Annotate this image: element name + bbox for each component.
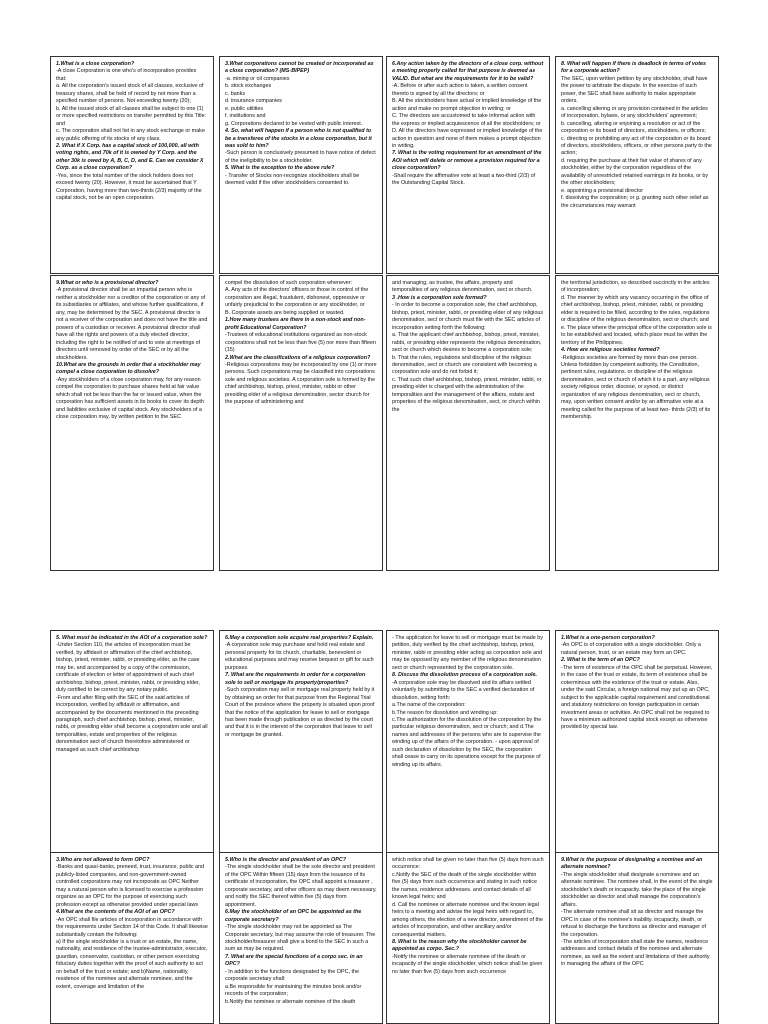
card-educational-religious [219, 275, 383, 571]
question-heading: 5. What must be indicated in the AOI of a corporation sole? [56, 635, 208, 641]
question-heading: 4.What are the contents of the AOI of an OPC? [56, 909, 175, 916]
question-heading: 8. Discuss the dissolution process of a corporation sole. [392, 672, 537, 679]
answer-text: the territorial jurisdiction, so described succinctly in the articles of incorporation; d. The manner by which any vacancy occurring in the office of chief archbishop, bishop, priest, minister, rabbi, or presiding elder is required to be filled, according to the rules, regulations or discipline of the religious denomination, sect or church; and e. The place where the principal office of the corporation sole is to be established and located, which place must be within the territory of the Philippines. [561, 280, 712, 346]
answer-text: -A provisional director shall be an impartial person who is neither a stockholder nor a creditor of the corporation or any of its subsidiaries or affiliates, and whose further qualifications, if any, may be determined by the SEC. A provisional director is not a receiver of the corporation and does not have the title and powers of a custodian or receiver. A provisional director shall have all the rights and powers of a duly elected director, including the right to be notified of and to vote at meetings of directors until removed by order of the SEC or by all the stockholders. [56, 287, 209, 361]
answer-text: - In order to become a corporation sole, the chief archbishop, bishop, priest, minister, rabbi, or presiding elder of any religious denomination, sect or church must file with the SEC articles of incorporation setting forth the following: a. That the applicant chief archbishop, bishop, priest, minister, rabbi, or presiding elder represents the religious denomination, sect or church which desires to become a corporation sole; b. That the rules, regulations and discipline of the religious denomination, sect or church are consistent with becoming a corporation sole and do not forbid it; c. That such chief archbishop, bishop, priest, minister, rabbi, or presiding elder is charged with the administration of the temporalities and the management of the affairs, estate and properties of the religious denomination, sect, or church within the [392, 302, 544, 413]
answer-text: -A corporation sole may purchase and hold real estate and personal property for its church, charitable, benevolent or educational purposes and may receive bequest or gift for such purposes. [225, 642, 376, 671]
answer-text: compel the dissolution of such corporation whenever: A. Any acts of the directors' officers or those in control of the corporation are illegal, fraudulent, dishonest, oppressive or unfairly prejudicial to the corporation or any stockholder, or B. Corporate assets are being supplied or wasted. [225, 280, 369, 316]
answer-text: -Religious corporations may be incorporated by one (1) or more persons. Such corporations may be classified into corporations sole and religious societies. A corporation sole is formed by the chief archbishop, bishop, priest, minister, rabbi or other presiding elder of a religious denomination, sector church for the purpose of administering and [225, 361, 379, 406]
answer-text: -Notify the nominee or alternate nominee of the death or incapacity of the single stockholder, which notice shall be given no later than five (5) days from such occurrence [392, 953, 544, 975]
answer-text: -An OPC shall file articles of incorporation in accordance with the requirements under Section 14 of this Code. It shall likewise substantially contain the following: a) If the single stockholder is a trust or an estate, the name, nationality, and residence of the trustee-administrator, executor, guardian, conservator, custodian, or other person exercising fiduciary duties together with the proof of such authority to act on behalf of the trust or estate; and b)Name, nationality, residence of the nominee and alternate nominee, and the extent, coverage and limitation of the [56, 916, 208, 990]
question-heading: 3 .How is a corporation sole formed? [392, 294, 487, 301]
card-close-corporation [50, 56, 214, 274]
answer-text: -The term of existence of the OPC shall be perpetual. However, in the case of the trust or estate, its term of existence shall be coterminous with the existence of the trust or estate. Also, under the said Circular, a foreign national may put up an OPC, subject to the applicable capital requirement and constitutional and statutory restrictions on foreign participation in certain investment areas or activities. An OPC shall not be required to have a minimum authorized capital stock except as otherwise provided by special law. [561, 664, 714, 731]
card-deadlock [555, 56, 719, 274]
question-heading: 4. How are religious societies formed? [561, 347, 660, 354]
card-nominee [555, 852, 719, 1024]
card-excluded-corporations [219, 56, 383, 274]
answer-text: which notice shall be given no later than five (5) days from such occurrence: c.Notify the SEC of the death of the single stockholder within five (5) days from such occurrence and stating in such notice the names, residence addresses. and contact details of all known legal heirs; and d. Call the nominee or alternate nominee and the known legal heirs to a meeting and advise the legal heirs with regard to, among others, the election of a new director, amendment of the articles of incorporation, and other ancillary and/or consequential matters. [392, 857, 544, 938]
question-heading: 8. What will happen if there is deadlock in terms of votes for a corporate action? [561, 61, 708, 75]
answer-text: -Such person is conclusively presumed to have notice of defect of the ineligibility to be a stockholder. [225, 150, 378, 164]
question-heading: 3.What corporations cannot be created or incorporated as a close corporation? (MS-BIPEP) [225, 61, 376, 75]
answer-text: - In addition to the functions designated by the OPC, the corporate secretary shall: a.Be responsible for maintaining the minutes book and/or records of the corporation; b.Notify the nominee or alternate nominee of the death [225, 968, 362, 1005]
question-heading: 3.Who are not allowed to form OPC? [56, 857, 150, 863]
answer-text: -a. mining or oil companies b. stock exchanges c. banks d. insurance companies e. public utilities f. institutions and g. Corporations declared to be vested with public interest. [225, 75, 363, 127]
answer-text: -The single stockholder shall designate a nominee and an alternate nominee. The nominee shall, in the event of the single stockholder's death or incapacity. take the place of the single stockholder as director and shall manage the corporation's affairs. -The alternate nominee shall sit as director and manage the OPC in case of the nominee's inability. incapacity, death, or refusal to discharge the functions as director and manager of the corporation. -The articles of incorporation shall state the names, residence addresses and contact details of the nominee and alternate nominee, as well as the extent and limitations of their authority in managing the affairs of the OPC [561, 871, 713, 968]
question-heading: 4. So, what will happen if a person who is not qualified to be a transferee of the stocks in a close corporation, but it was sold to him? [225, 128, 374, 149]
answer-text: -Any stockholders of a close corporation may, for any reason compel the corporation to purchase shares held at fair value which shall not be less than the far or issued value, when the corporation has sufficient assets in its books to cover its depth and liabilities exclusive of capital stock. Any stockholders of a close corporation may, by written petition to the SEC [56, 376, 206, 421]
answer-text: -Shall require the affirmative vote at least a two-third (2/3) of the Outstanding Capital Stock. [392, 172, 537, 187]
answer-text: -Under Section 110, the articles of incorporation must be verified, by affidavit or affirmation of the chief archbishop, bishop, priest, minister, rabbi, or presiding elder, as the case may be, and accompanied by a copy of the commission, certificate of election or letter of appointment of such chief archbishop, bishop, priest, minister, rabbi, or presiding elder, duly certified to be correct by any notary public. -From and after filing with the SEC of the said articles of incorporation, verified by affidavit or affirmation, and accompanied by the documents mentioned in the preceding paragraph, such chief archbishop, bishop, priest, minister, rabbi, or presiding elder shall become a corporation sole and all temporalities, estate and properties of the religious denomination sect of church theretofore administered or managed as such chief archbishop [56, 642, 208, 753]
card-opc-restrictions [50, 852, 214, 1024]
question-heading: 9.What or who is a provisional director? [56, 280, 159, 286]
answer-text: -Religious societies are formed by more than one person. Unless forbidden by competent authority, the Constitution, pertinent rules, regulations. or discipline of the religious denomination, sect or church of which it is a part, any religious society religious order, diocese, or synod, or district organization of any religious denomination, sect or church, may, upon written consent and/or by an affirmative vote at a meeting called for the purpose of at least two- thirds (2/3) of its membership. [561, 354, 712, 421]
question-heading: 7. What are the special functions of a corpo sec. in an OPC? [225, 953, 364, 968]
question-heading: 2. What if X Corp. has a capital stock of 100,000, all with voting rights, and 70k of it is owned by Y Corp. and the other 30k is owed by A, B, C, D, and E. Can we consider X Corp. as a close corporation? [56, 142, 205, 172]
card-corporation-sole-formed [386, 275, 550, 571]
question-heading: 6.May the stockholder of an OPC be appointed as the corporate secretary? [225, 909, 363, 923]
question-heading: 7. What are the requirements in order for a corporation sole to sell or mortgage its property/properties? [225, 672, 367, 686]
question-heading: 2. What is the term of an OPC? [561, 657, 640, 664]
question-heading: 1.How many trustees are there in a non-stock and non-profit Educational Corporation? [225, 317, 366, 331]
answer-text: a. All the corporation's issued stock of all classes, exclusive of treasury shares, shall be held of record by not more than a specified number of persons. Not exceeding twenty (20); [56, 83, 206, 105]
card-opc-officers [219, 852, 383, 1024]
answer-text: -An OPC is of corporation with a single stockholder. Only a natural person, trust, or an estate may form an OPC. [561, 642, 703, 656]
question-heading: 6.May a corporation sole acquire real properties? Explain. [225, 635, 374, 641]
question-heading: 6.Any action taken by the directors of a close corp. without a meeting properly called for that purpose is deemed as VALID. But what are the requirements for it to be valid? [392, 61, 545, 82]
question-heading: 10.What are the grounds in order that a stockholder may compel a close corporation to dissolve? [56, 361, 203, 376]
question-heading: 8. What is the reason why the stockholder cannot be appointed as corpo. Sec.? [392, 938, 528, 953]
answer-text: -Trustees of educational institutions organized as non-stock corporations shall not be less than five (5) nor more than fifteen (15) [225, 332, 378, 354]
card-religious-societies [555, 275, 719, 571]
answer-text: The SEC, upon written petition by any stockholder, shall have the power to arbitrate the dispute. In the exercise of such power, the SEC shall have authority to make appropriate orders. a. cancelling altering or any provision contained in the articles of incorporation, bylaws, or any stockholders' agreement; b. cancelling, altering or enjoining a resolution or act of the corporation or its board of directors, stockholders, or officers; c. directing or prohibiting any act of the corporation or its board of directors, stockholders, officers, or other persons party to the action; d. requiring the purchase at their fair value of shares of any stockholder, either by the corporation regardless of the availability of unrestricted retained earnings in its books, or by the other stockholders; e. appointing a provisional director f. dissolving the corporation; or g. granting such other relief as the circumstances may warrant [561, 75, 712, 209]
card-director-action [386, 56, 550, 274]
answer-text: -A corporation sole may be dissolved and its affairs settled voluntarily by submitting to the SEC a verified declaration of dissolution, setting forth: a.The name of the corporation: b.The reason for dissolution and winding up: c.The authorization for the dissolution of the corporation by the particular religious denomination, sect or church; and d.The names and addresses of the persons who are to supervise the winding up of the affairs of the corporation. - upon approval of such declaration of dissolution by the SEC, the corporation shall cease to carry on its operations except for the purpose of winding up its affairs. [392, 679, 542, 768]
question-heading: 1.What is a close corporation? [56, 61, 135, 67]
card-provisional-director [50, 275, 214, 571]
answer-text: c. The corporation shall not list in any stock exchange or make any public offering of its stocks of any class. [56, 128, 207, 142]
question-heading: 1.What is a one-person corporation? [561, 635, 655, 641]
answer-text: -The single stockholder may not be appointed as The Corporate secretary, but may assume the role of treasurer. The stockholder/treasurer shall give a bond to the SEC in such a sum as may be required. [225, 924, 377, 953]
answer-text: - The application for leave to sell or mortgage must be made by petition, duly verified by the chief archbishop, bishop, priest, minister, rabbi or presiding elder acting as corporation sole and may be opposed by any member of the religious denomination sect or church represented by the corporation sole. [392, 635, 545, 671]
answer-text: -The single stockholder shall be the sole director and president of the OPC Within fifteen (15) days from the issuance of its certificate of incorporation, the OPC shall appoint a treasurer , corporate secretary, and other officers as may deem necessary, and notify the SEC thereof within five (5) days from appointment. [225, 864, 379, 908]
question-heading: 9.What is the purpose of designating a nominee and an alternate nominee? [561, 857, 704, 871]
question-heading: 5.Who is the director and president of an OPC? [225, 857, 347, 863]
answer-text: and managing, as trustee, the affairs, property and temporalities of any religious denomination, sect or church. [392, 280, 533, 294]
answer-text: - Transfer of Stocks non-recognize stockholders shall be deemed valid if the other stockholders consented to. [225, 172, 361, 187]
card-corporate-secretary-duties [386, 852, 550, 1024]
answer-text: b. All the issued stock of all classes shall be subject to one (1) or more specified restrictions on transfer permitted by this Title: and [56, 105, 208, 127]
question-heading: 5. What is the exception to the above rule? [225, 165, 335, 172]
answer-text: -A close Corporation is one who's of incorporation provides that: [56, 68, 198, 82]
answer-text: -Yes, since the total number of the stock holders does not exceed twenty (20). However, it must be ascertained that Y Corporation, having more than two-thirds (2/3) majority of the capital stock, not be an open corporation. [56, 172, 204, 202]
answer-text: -Banks and quasi-banks, preneed, trust, insurance, public and publicly-listed companies, and non-government-owned controlled corporations may not incorporate as OPC Neither may a natural person who is licensed to exercise a profession organize as an OPC for the purpose of exercising such profession except as otherwise provided under special laws [56, 864, 206, 908]
answer-text: -Such corporation may sell or mortgage real property held by it by obtaining an order for that purpose from the Regional Trial Court of the province where the property is situated upon proof that the notice of the application for leave to sell or mortgage has been made through publication or as directed by the court and that it is in the interest of the corporation that leave to sell or mortgage be granted. [225, 687, 377, 738]
question-heading: 2.What are the classifications of a religious corporation? [225, 354, 371, 361]
answer-text: -A. Before or after such action is taken, a written consent thereto is signed by all the directors; or B. All the stockholders have actual or implied knowledge of the action and make no prompt objection in writing; or C. The directors are accustomed to take informal action with the express or implied acquiescence of all the stockholders; or D. All the directors have expressed or implied knowledge of the action in question and none of them makes a prompt objection in writing. [392, 83, 543, 149]
question-heading: 7. What is the voting requirement for an amendment of the AOI which will delete or remove a provision required for a close corporation? [392, 150, 543, 172]
